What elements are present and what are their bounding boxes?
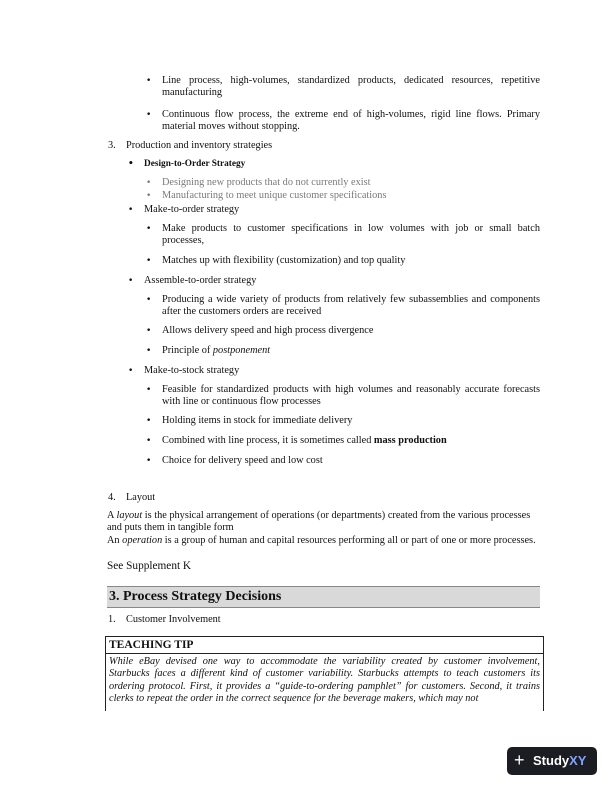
teaching-tip-heading: TEACHING TIP bbox=[106, 637, 543, 654]
bullet-line-process: • Line process, high-volumes, standardized products, dedicated resources, repetitive manufacturing bbox=[162, 75, 540, 99]
teaching-tip-box bbox=[105, 636, 544, 711]
make-to-order-bullet-1: • Make products to customer specifications in low volumes with job or small batch processes, bbox=[162, 223, 540, 247]
layout-definition: A layout is the physical arrangement of operations (or departments) created from the various processes and puts them in tangible form bbox=[107, 510, 531, 533]
assemble-to-order-bullet-2: • Allows delivery speed and high process divergence bbox=[162, 325, 373, 337]
make-to-order-title: • Make-to-order strategy bbox=[144, 204, 239, 216]
assemble-to-order-bullet-3: • Principle of postponement bbox=[162, 345, 270, 357]
make-to-stock-bullet-2: • Holding items in stock for immediate delivery bbox=[162, 415, 352, 427]
design-to-order-bullet-1: • Designing new products that do not currently exist bbox=[162, 177, 370, 189]
item-4-title: Layout bbox=[126, 492, 156, 503]
item-3-title: Production and inventory strategies bbox=[126, 140, 273, 151]
design-to-order-bullet-2: • Manufacturing to meet unique customer specifications bbox=[162, 190, 386, 202]
make-to-stock-bullet-4: • Choice for delivery speed and low cost bbox=[162, 455, 323, 467]
make-to-stock-title: • Make-to-stock strategy bbox=[144, 365, 239, 377]
studyxy-logo[interactable] bbox=[507, 747, 597, 775]
plus-icon: + bbox=[514, 750, 525, 770]
item-3-number: 3. bbox=[108, 140, 116, 151]
make-to-order-bullet-2: • Matches up with flexibility (customization) and top quality bbox=[162, 255, 405, 267]
section-heading-box bbox=[107, 586, 540, 608]
make-to-stock-bullet-3: • Combined with line process, it is sometimes called mass production bbox=[162, 435, 447, 447]
design-to-order-title: • Design-to-Order Strategy bbox=[144, 158, 245, 170]
teaching-tip-body: While eBay devised one way to accommodate the variability created by customer involvement, Starbucks faces a different kind of customer variability. Starbucks attempts to teach customers its ordering protocol. First, it provides a “guide-to-ordering pamphlet” for customers. Second, it trains clerks to repeat the order in the correct sequence for the beverage makers, which may not bbox=[109, 656, 540, 704]
assemble-to-order-title: • Assemble-to-order strategy bbox=[144, 275, 256, 287]
sub-1-number: 1. bbox=[108, 614, 116, 625]
see-supplement: See Supplement K bbox=[107, 560, 192, 572]
assemble-to-order-bullet-1: • Producing a wide variety of products from relatively few subassemblies and components after the customers orders are received bbox=[162, 294, 540, 318]
make-to-stock-bullet-1: • Feasible for standardized products with high volumes and reasonably accurate forecasts with line or continuous flow processes bbox=[162, 384, 540, 408]
sub-1-title: Customer Involvement bbox=[126, 614, 221, 625]
logo-text: StudyXY bbox=[533, 753, 587, 768]
section-heading: 3. Process Strategy Decisions bbox=[109, 589, 282, 604]
bullet-continuous-flow: • Continuous flow process, the extreme end of high-volumes, rigid line flows. Primary material moves without stopping. bbox=[162, 109, 540, 133]
operation-definition: An operation is a group of human and capital resources performing all or part of one or more processes. bbox=[107, 535, 536, 546]
item-4-number: 4. bbox=[108, 492, 116, 503]
